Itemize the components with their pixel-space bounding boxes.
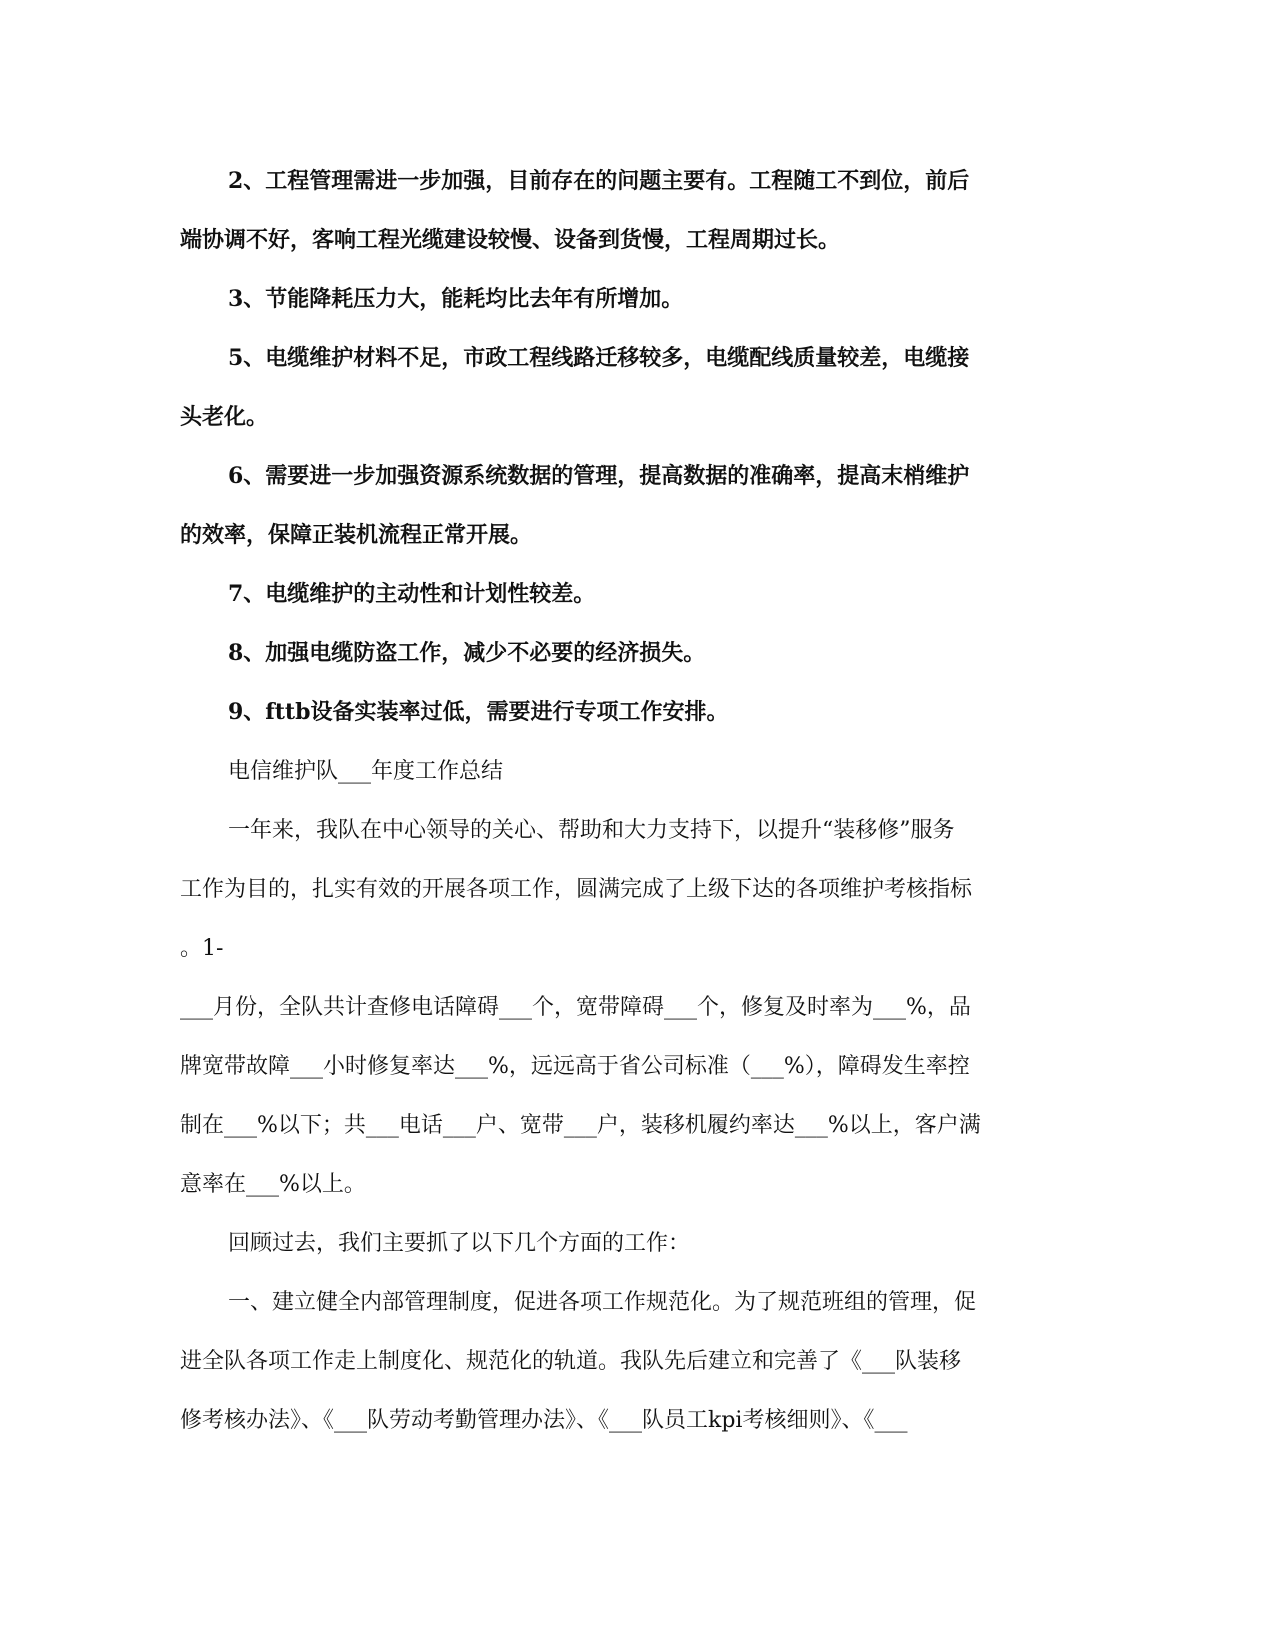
body-text-line: 意率在___%以上。 (180, 1172, 366, 1197)
issue-text-line: 头老化。 (180, 404, 269, 430)
issue-text-line: 2、工程管理需进一步加强，目前存在的问题主要有。工程随工不到位，前后 (228, 168, 970, 194)
issue-text-line: 5、电缆维护材料不足，市政工程线路迁移较多，电缆配线质量较差，电缆接 (228, 345, 970, 371)
body-text-line: 制在___%以下；共___电话___户、宽带___户，装移机履约率达___%以上，客户满 (180, 1113, 981, 1138)
issue-text-line: 8、加强电缆防盗工作，减少不必要的经济损失。 (228, 640, 706, 666)
body-text-line: 。1- (180, 936, 224, 961)
issue-text-line: 的效率，保障正装机流程正常开展。 (180, 522, 533, 548)
body-text-line: ___月份，全队共计查修电话障碍___个，宽带障碍___个，修复及时率为___%，品 (180, 995, 971, 1020)
body-text-line: 修考核办法》、《___队劳动考勤管理办法》、《___队员工kpi考核细则》、《___ (180, 1408, 908, 1433)
issue-text-line: 9、fttb设备实装率过低，需要进行专项工作安排。 (228, 699, 729, 725)
issue-text-line: 3、节能降耗压力大，能耗均比去年有所增加。 (228, 286, 684, 312)
document-page (180, 152, 1040, 1450)
body-text-line: 工作为目的，扎实有效的开展各项工作，圆满完成了上级下达的各项维护考核指标 (180, 877, 973, 902)
body-text-line: 回顾过去，我们主要抓了以下几个方面的工作： (228, 1231, 691, 1256)
body-text-line: 进全队各项工作走上制度化、规范化的轨道。我队先后建立和完善了《___队装移 (180, 1349, 962, 1374)
issue-text-line: 6、需要进一步加强资源系统数据的管理，提高数据的准确率，提高末梢维护 (228, 463, 970, 489)
issue-text-line: 端协调不好，客响工程光缆建设较慢、设备到货慢，工程周期过长。 (180, 227, 841, 253)
issue-text-line: 7、电缆维护的主动性和计划性较差。 (228, 581, 596, 607)
body-text-line: 一、建立健全内部管理制度，促进各项工作规范化。为了规范班组的管理，促 (228, 1290, 977, 1315)
body-text-line: 电信维护队___年度工作总结 (228, 759, 504, 784)
body-text-line: 牌宽带故障___小时修复率达___%，远远高于省公司标准（___%），障碍发生率控 (180, 1054, 970, 1079)
body-text-line: 一年来，我队在中心领导的关心、帮助和大力支持下，以提升“装移修”服务 (228, 818, 955, 843)
